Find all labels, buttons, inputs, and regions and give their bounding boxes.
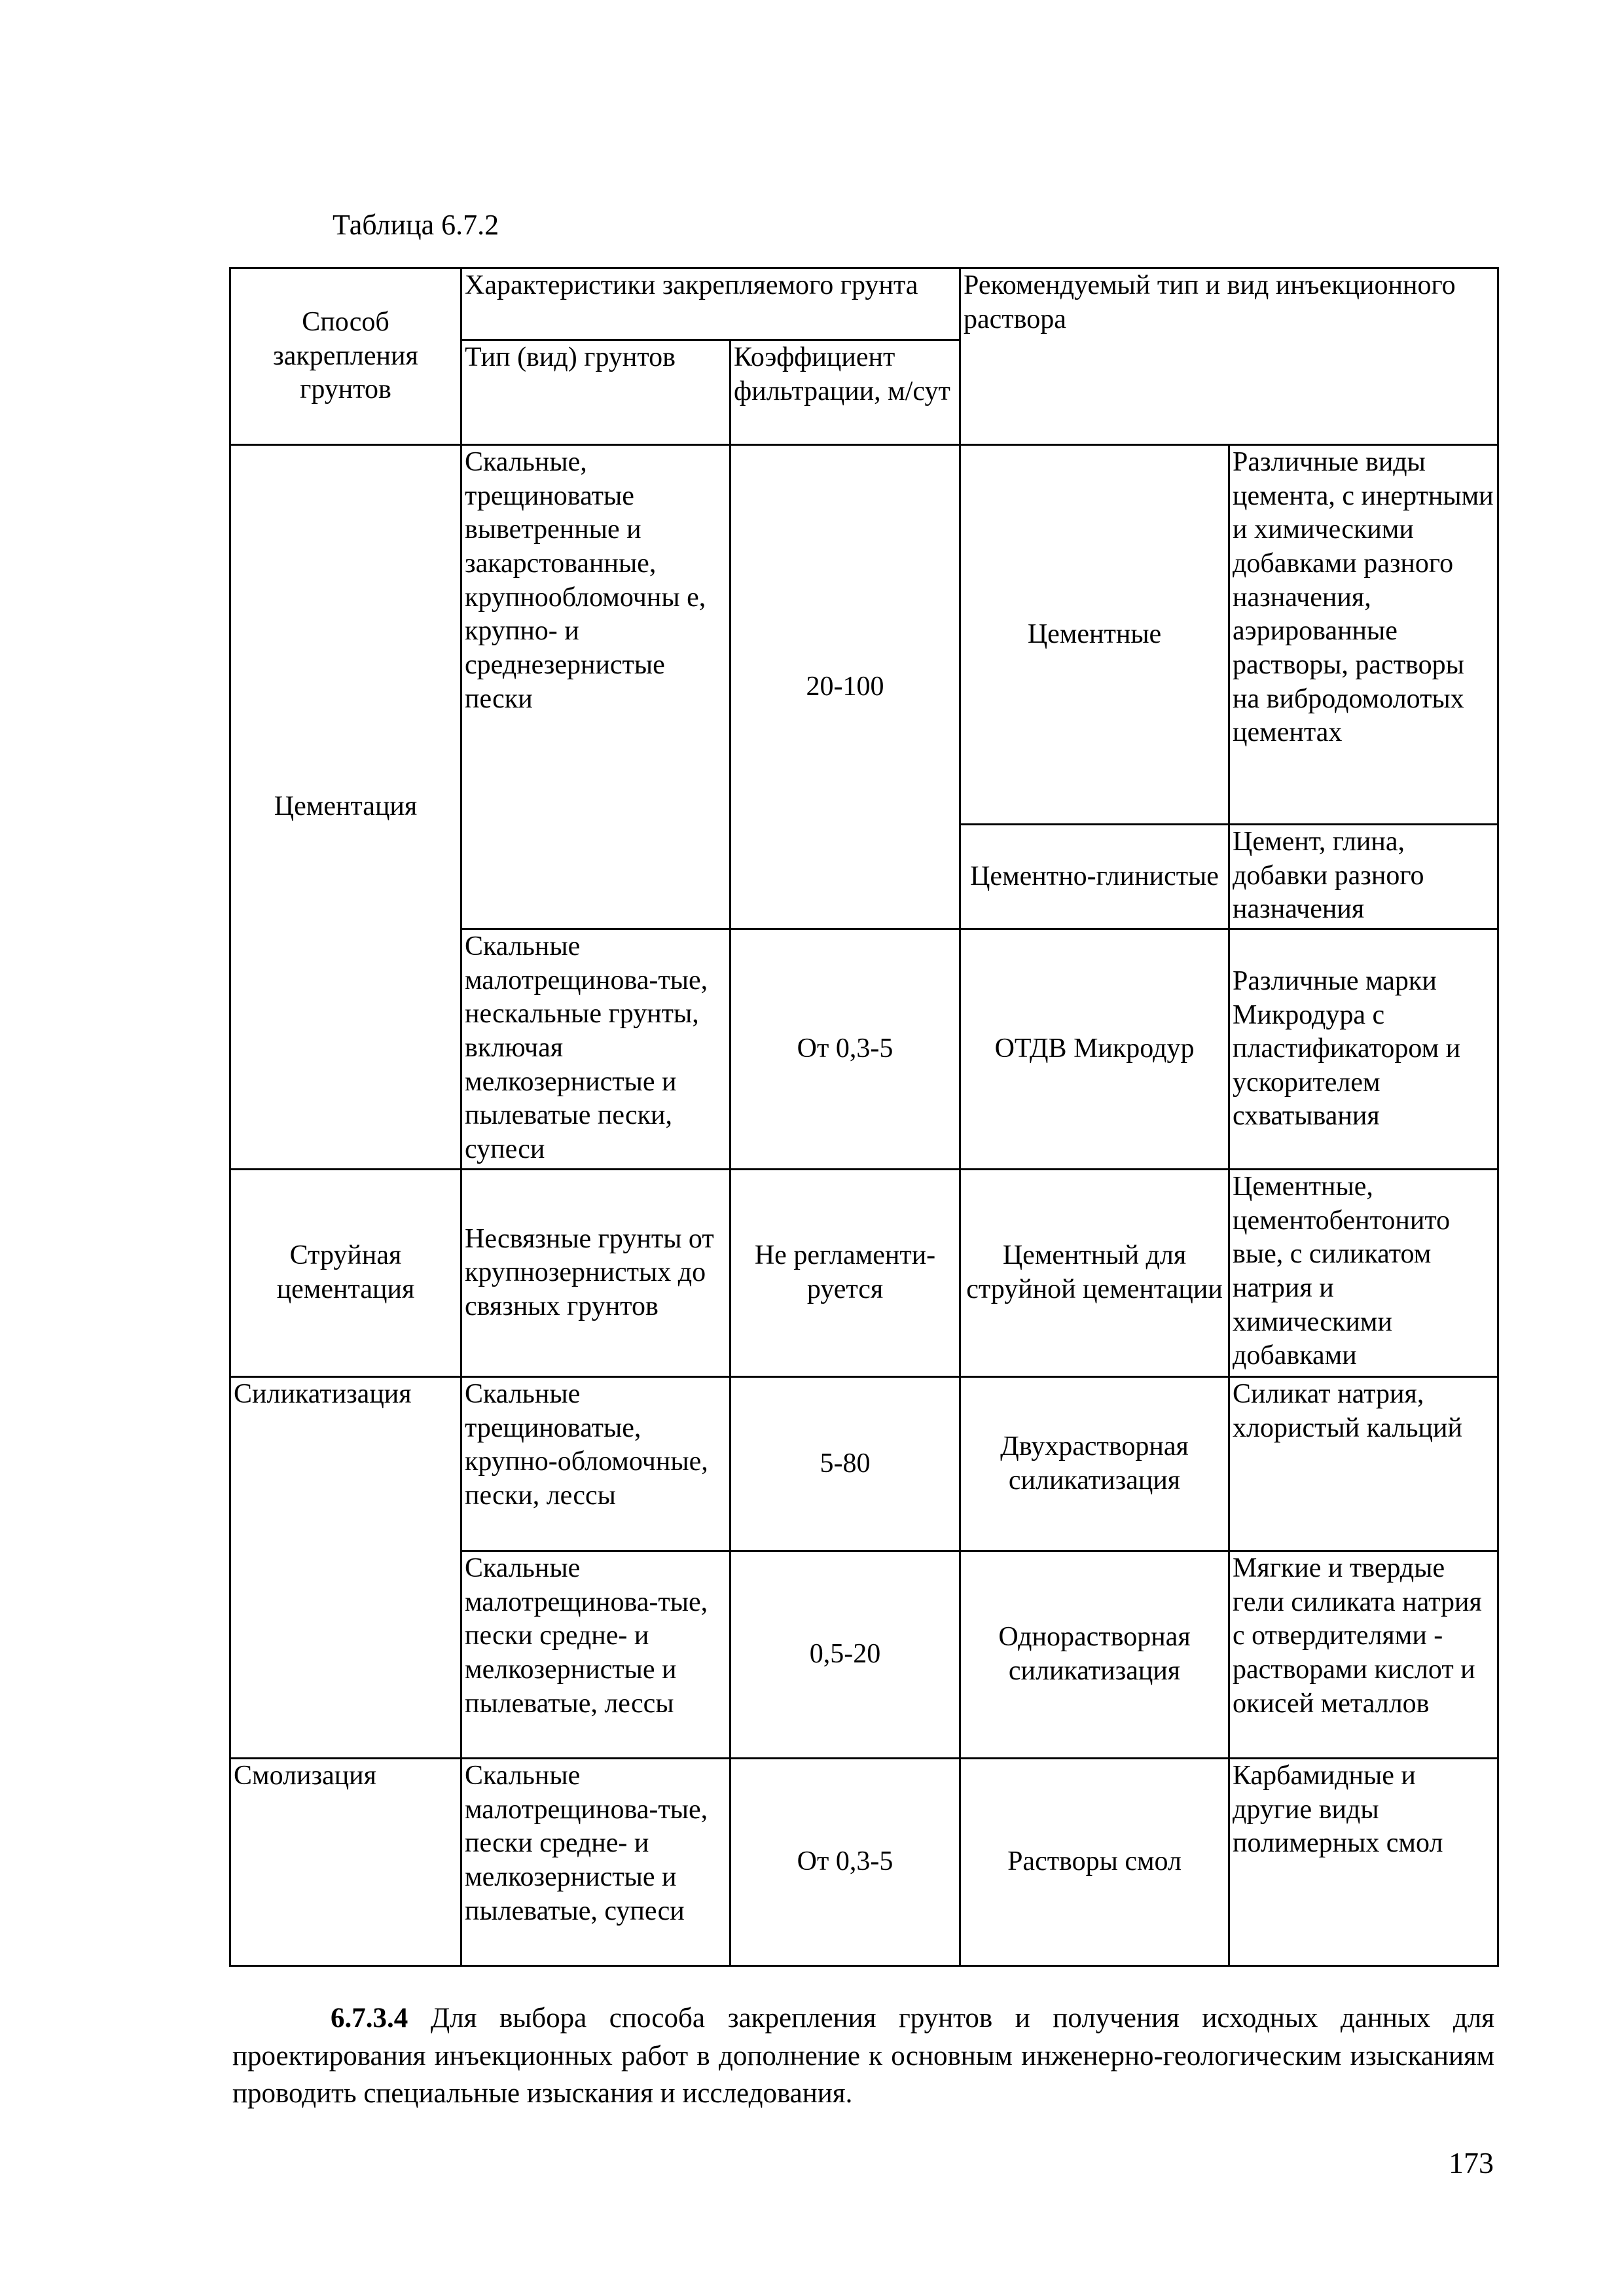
solution-desc-cell: Различные виды цемента, с инертными и химическими добавками разного назначения, аэрированные растворы, растворы на вибродомолотых цементах	[1229, 445, 1498, 825]
solution-type-cell: Двухрастворная силикатизация	[960, 1377, 1229, 1551]
paragraph-text: Для выбора способа закрепления грунтов и получения исходных данных для проектирования инъекционных работ в дополнение к основным инженерно-геологическим изысканиям проводить специальные изыскания и исследования.	[232, 2003, 1494, 2109]
solution-desc-cell: Силикат натрия, хлористый кальций	[1229, 1377, 1498, 1551]
paragraph-number: 6.7.3.4	[331, 2003, 408, 2034]
solution-desc-cell: Различные марки Микродура с пластификатором и ускорителем схватывания	[1229, 929, 1498, 1170]
solution-desc-cell: Цемент, глина, добавки разного назначения	[1229, 825, 1498, 929]
header-filtration-coefficient: Коэффициент фильтрации, м/сут	[731, 340, 960, 445]
solution-type-cell: Растворы смол	[960, 1759, 1229, 1966]
solution-type-cell: Однорастворная силикатизация	[960, 1551, 1229, 1759]
method-silicatization: Силикатизация	[230, 1377, 461, 1759]
solution-type-cell: Цементный для струйной цементации	[960, 1170, 1229, 1377]
solution-type-cell: Цементные	[960, 445, 1229, 825]
header-method: Способ закрепления грунтов	[230, 268, 461, 445]
method-jet-cementation: Струйная цементация	[230, 1170, 461, 1377]
filtration-cell: 20-100	[731, 445, 960, 929]
table-caption: Таблица 6.7.2	[333, 209, 499, 241]
soil-type-cell: Скальные, трещиноватые выветренные и закарстованные, крупнообломочны е, крупно- и среднезернистые пески	[461, 445, 731, 929]
header-soil-characteristics: Характеристики закрепляемого грунта	[461, 268, 960, 340]
filtration-cell: Не регламенти-руется	[731, 1170, 960, 1377]
solution-desc-cell: Цементные, цементобентонито вые, с силикатом натрия и химическими добавками	[1229, 1170, 1498, 1377]
header-recommended-solution: Рекомендуемый тип и вид инъекционного раствора	[960, 268, 1498, 445]
paragraph-6-7-3-4	[232, 2000, 1494, 2113]
solution-type-cell: Цементно-глинистые	[960, 825, 1229, 929]
solution-desc-cell: Мягкие и твердые гели силиката натрия с отвердителями - растворами кислот и окисей металлов	[1229, 1551, 1498, 1759]
header-soil-type: Тип (вид) грунтов	[461, 340, 731, 445]
soil-type-cell: Скальные малотрещинова-тые, нескальные грунты, включая мелкозернистые и пылеватые пески, супеси	[461, 929, 731, 1170]
solution-desc-cell: Карбамидные и другие виды полимерных смол	[1229, 1759, 1498, 1966]
solution-type-cell: ОТДВ Микродур	[960, 929, 1229, 1170]
filtration-cell: От 0,3-5	[731, 929, 960, 1170]
filtration-cell: 5-80	[731, 1377, 960, 1551]
soil-type-cell: Скальные малотрещинова-тые, пески средне- и мелкозернистые и пылеватые, лессы	[461, 1551, 731, 1759]
filtration-cell: 0,5-20	[731, 1551, 960, 1759]
method-resinization: Смолизация	[230, 1759, 461, 1966]
soil-type-cell: Несвязные грунты от крупнозернистых до связных грунтов	[461, 1170, 731, 1377]
soil-stabilization-table	[229, 267, 1499, 1967]
method-cementation: Цементация	[230, 445, 461, 1170]
page-number: 173	[1449, 2146, 1494, 2179]
filtration-cell: От 0,3-5	[731, 1759, 960, 1966]
soil-type-cell: Скальные трещиноватые, крупно-обломочные, пески, лессы	[461, 1377, 731, 1551]
soil-type-cell: Скальные малотрещинова-тые, пески средне- и мелкозернистые и пылеватые, супеси	[461, 1759, 731, 1966]
